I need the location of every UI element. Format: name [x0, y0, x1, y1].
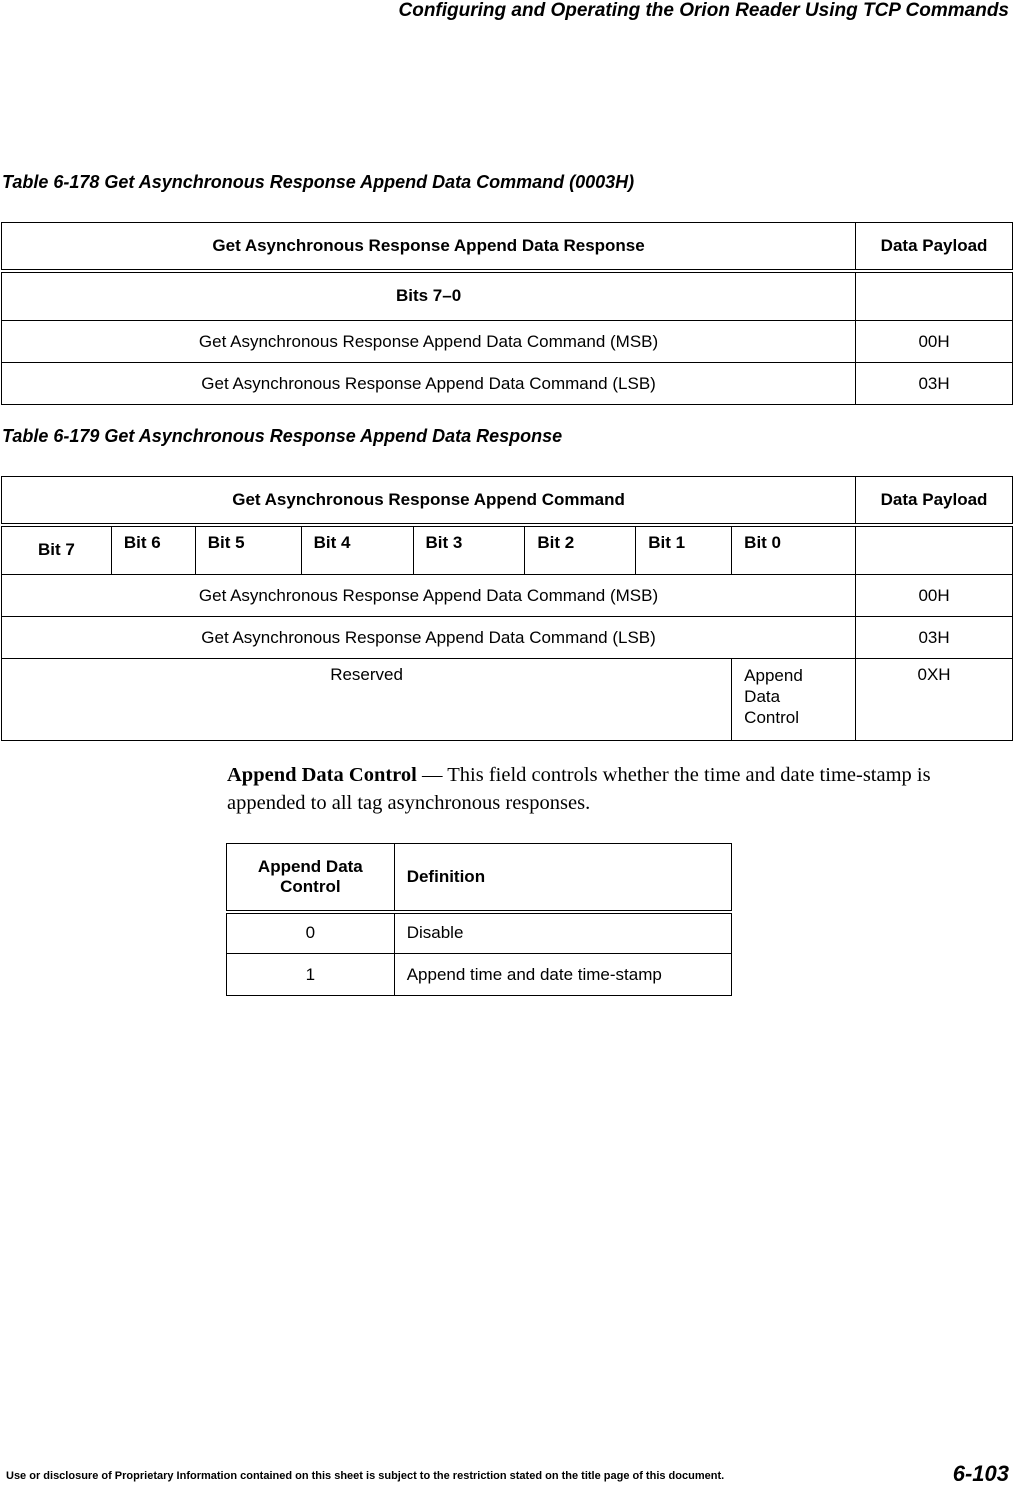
description-dash: — [416, 764, 448, 786]
definition-table-header-definition: Definition [394, 844, 731, 912]
page-number: 6-103 [952, 1461, 1009, 1486]
table-179-bits-empty [856, 525, 1013, 575]
description-paragraph [227, 761, 1012, 817]
header-control-line2: Control [280, 876, 341, 896]
table-178-header-payload: Data Payload [856, 223, 1013, 271]
append-label-line2: Data [744, 687, 781, 706]
bit-7-label: Bit 7 [2, 525, 112, 575]
table-cell-value: 03H [856, 617, 1013, 659]
definition-text: Append time and date time-stamp [394, 954, 731, 996]
table-cell-value: 03H [856, 363, 1013, 405]
bit-5-label: Bit 5 [195, 525, 301, 575]
table-179 [1, 476, 1013, 741]
table-178-header-main: Get Asynchronous Response Append Data Response [2, 223, 856, 271]
definition-value: 1 [227, 954, 395, 996]
table-179-caption: Table 6-179 Get Asynchronous Response Append Data Response [2, 426, 563, 446]
table-178-bits-label: Bits 7–0 [2, 271, 856, 321]
bit-3-label: Bit 3 [413, 525, 525, 575]
append-label-line3: Control [744, 708, 799, 727]
description-text-line1: This field controls whether the time and date time-stamp is [447, 764, 931, 786]
table-row: Get Asynchronous Response Append Data Command (LSB) [2, 363, 856, 405]
reserved-cell: Reserved [2, 659, 732, 741]
bit-1-label: Bit 1 [636, 525, 732, 575]
description-text-line2: appended to all tag asynchronous responses. [227, 792, 591, 814]
bit-2-label: Bit 2 [525, 525, 636, 575]
table-row: Get Asynchronous Response Append Data Command (MSB) [2, 575, 856, 617]
bit-0-label: Bit 0 [732, 525, 856, 575]
running-header: Configuring and Operating the Orion Reader Using TCP Commands [398, 0, 1009, 21]
table-178-caption: Table 6-178 Get Asynchronous Response Append Data Command (0003H) [2, 172, 635, 192]
definition-table [226, 843, 732, 996]
table-179-header-main: Get Asynchronous Response Append Command [2, 477, 856, 525]
definition-table-header-control [227, 844, 395, 912]
table-row: Get Asynchronous Response Append Data Command (LSB) [2, 617, 856, 659]
table-row: Get Asynchronous Response Append Data Command (MSB) [2, 321, 856, 363]
definition-value: 0 [227, 912, 395, 954]
footer-note: Use or disclosure of Proprietary Information contained on this sheet is subject to the restriction stated on the title page of this document. [6, 1470, 725, 1482]
bit-6-label: Bit 6 [111, 525, 195, 575]
table-178 [1, 222, 1013, 405]
description-term: Append Data Control [227, 764, 417, 786]
table-cell-value: 00H [856, 575, 1013, 617]
append-label-line1: Append [744, 666, 803, 685]
table-178-bits-empty [856, 271, 1013, 321]
definition-text: Disable [394, 912, 731, 954]
table-179-header-payload: Data Payload [856, 477, 1013, 525]
bit-4-label: Bit 4 [301, 525, 413, 575]
table-cell-value: 00H [856, 321, 1013, 363]
append-value: 0XH [856, 659, 1013, 741]
append-data-control-cell [732, 659, 856, 741]
header-control-line1: Append Data [257, 856, 363, 876]
